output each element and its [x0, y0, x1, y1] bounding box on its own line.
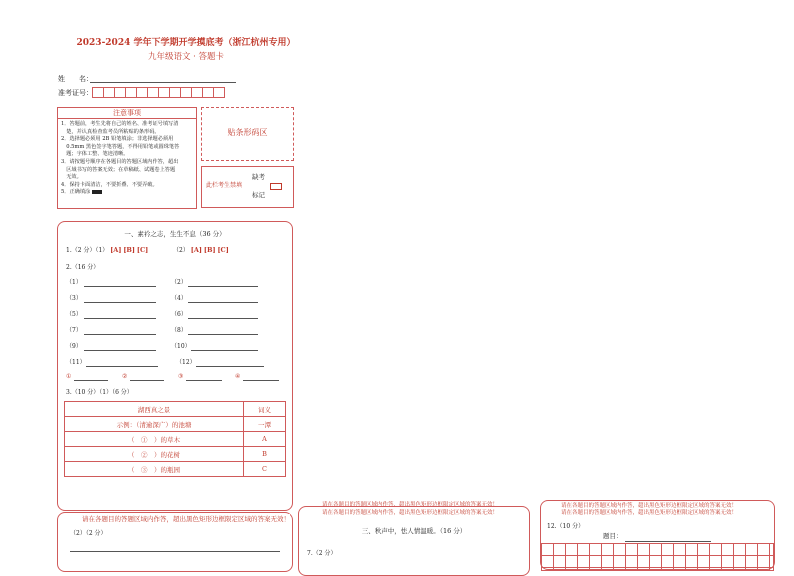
section1-panel [57, 221, 293, 511]
absent-note: 此栏考生禁填 [206, 182, 243, 189]
circled-2: ② [122, 373, 128, 380]
barcode-area [201, 107, 294, 161]
notice-box [57, 107, 197, 209]
table-header: 词义 [244, 402, 286, 417]
blank-label: （4） [171, 295, 187, 302]
answer-line[interactable] [70, 551, 280, 552]
notice-item: 1．答题前，考生先将自己的姓名、准考证号填写清 [61, 121, 179, 127]
answer-area-warning: 请在各题目的答题区域内作答，超出黑色矩形边框限定区域的答案无效！ [322, 502, 499, 508]
section-right-panel [540, 500, 775, 570]
name-field[interactable] [90, 82, 236, 83]
blank-label: （1） [66, 279, 82, 286]
blank-label: （9） [66, 343, 82, 350]
answer-line[interactable] [188, 286, 258, 287]
notice-item: 0.5mm 黑色签字笔答题，不得用铅笔或圆珠笔答 [61, 143, 180, 150]
section1-heading: 一、素衿之志，生生不息（36 分） [124, 230, 226, 238]
exam-title: 2023-2024 学年下学期开学摸底考（浙江杭州专用） [76, 38, 296, 48]
circled-3: ③ [178, 373, 184, 380]
notice-item: 3．请按题号顺序在各题目的答题区域内作答，超出 [61, 158, 179, 165]
blank-label: （12） [176, 359, 196, 366]
answer-line[interactable] [188, 302, 258, 303]
q3-label: 3.（10 分）（1）（6 分） [66, 389, 133, 396]
id-number-boxes[interactable] [92, 87, 224, 98]
name-label: 姓 名： [58, 75, 93, 83]
answer-line[interactable] [243, 380, 279, 381]
section3-panel [298, 506, 530, 576]
choice-a[interactable]: [A] [110, 246, 122, 254]
composition-grid[interactable] [541, 543, 774, 571]
answer-line[interactable] [196, 366, 264, 367]
circled-4: ④ [235, 373, 241, 380]
answer-line[interactable] [84, 318, 156, 319]
vocab-table [64, 401, 286, 477]
table-header: 湖西真之景 [65, 402, 244, 417]
blank-label: （3） [66, 295, 82, 302]
notice-item: 2．选择题必须用 2B 铅笔填涂；非选择题必须用 [61, 136, 174, 143]
q-sub-label: （2）（2 分） [70, 530, 107, 537]
answer-line[interactable] [130, 380, 164, 381]
absent-label: 缺考 [252, 173, 265, 181]
blank-label: （10） [171, 343, 191, 350]
answer-area-warning: 请在各题目的答题区域内作答，超出黑色矩形边框限定区域的答案无效！ [322, 510, 499, 516]
blank-label: （5） [66, 311, 82, 318]
section3-heading: 三、秋声中，怯人情温暖。（16 分） [361, 527, 467, 535]
exam-subtitle: 九年级语文 · 答题卡 [147, 52, 225, 62]
mark-label: 标记 [252, 191, 265, 199]
table-row: 示例：（清逾深广）的池塘 一潭 [65, 417, 286, 432]
choice-b[interactable]: [B] [203, 246, 216, 254]
answer-line[interactable] [74, 380, 108, 381]
answer-line[interactable] [84, 286, 156, 287]
absent-checkbox[interactable] [270, 183, 282, 190]
q7-label: 7.（2 分） [307, 550, 337, 557]
blank-label: （8） [171, 327, 187, 334]
answer-line[interactable] [188, 334, 258, 335]
topic-label: 题目： [603, 532, 623, 540]
filled-mark-icon [92, 190, 102, 194]
answer-area-warning: 请在各题目的答题区域内作答，超出黑色矩形边框限定区域的答案无效！ [82, 515, 290, 523]
barcode-label: 贴条形码区 [227, 128, 268, 137]
blank-label: （2） [171, 279, 187, 286]
q1-label: 1.（2 分）（1） [A] [B] [C] （2） [A] [B] [C] [66, 246, 229, 254]
choice-c[interactable]: [C] [136, 246, 149, 254]
notice-item: 区域书写的答案无效；在草稿纸、试题卷上答题 [61, 166, 176, 173]
notice-item: 无效。 [61, 174, 82, 181]
notice-item: 楚，并认真检查监考员所粘贴的条形码。 [61, 128, 160, 135]
absent-box [201, 166, 294, 208]
choice-b[interactable]: [B] [123, 246, 135, 254]
answer-line[interactable] [191, 350, 258, 351]
notice-heading: 注意事项 [58, 108, 196, 119]
table-row: （ ③ ）的瓶园 C [65, 462, 286, 477]
table-row: （ ② ）的花树 B [65, 447, 286, 462]
notice-item: 题；字体工整、笔迹清晰。 [61, 151, 129, 158]
id-label: 准考证号： [58, 89, 93, 97]
notice-item: 4．保持卡面清洁，不要折叠、不要弄破。 [61, 181, 158, 188]
table-row: （ ① ）的草木 A [65, 432, 286, 447]
answer-line[interactable] [86, 366, 158, 367]
blank-label: （11） [66, 359, 86, 366]
choice-c[interactable]: [C] [217, 246, 229, 254]
section1-continued-panel [57, 512, 293, 572]
answer-line[interactable] [188, 318, 258, 319]
circled-1: ① [66, 373, 72, 380]
answer-area-warning: 请在各题目的答题区域内作答，超出黑色矩形边框限定区域的答案无效！ [561, 503, 738, 509]
answer-line[interactable] [84, 334, 156, 335]
q2-label: 2.（16 分） [66, 264, 100, 271]
answer-line[interactable] [84, 350, 156, 351]
answer-line[interactable] [186, 380, 222, 381]
topic-field[interactable] [625, 541, 711, 542]
answer-area-warning: 请在各题目的答题区域内作答，超出黑色矩形边框限定区域的答案无效！ [561, 510, 738, 516]
choice-a[interactable]: [A] [190, 246, 202, 254]
notice-item: 5．正确填涂 [61, 189, 193, 197]
answer-line[interactable] [84, 302, 156, 303]
blank-label: （7） [66, 327, 82, 334]
q12-label: 12.（10 分） [547, 523, 585, 530]
blank-label: （6） [171, 311, 187, 318]
